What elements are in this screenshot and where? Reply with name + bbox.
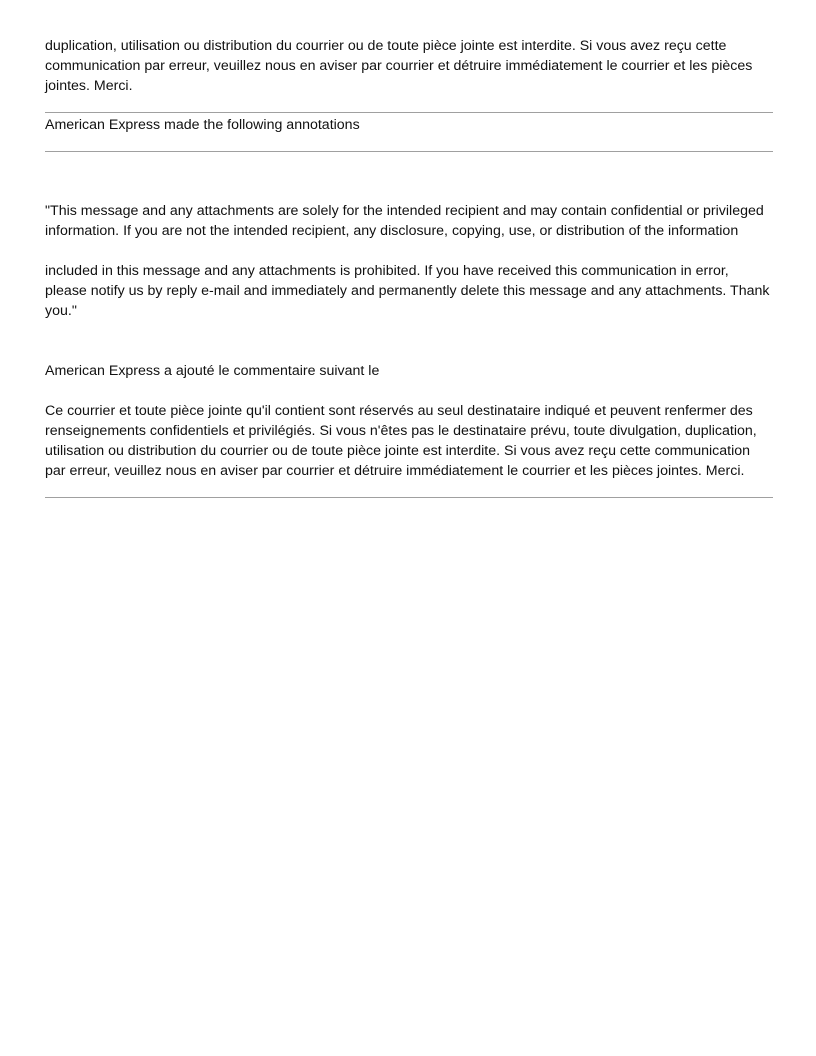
english-disclaimer-part-2: included in this message and any attachments is prohibited. If you have received this communication in error, please notify us by reply e-mail and immediately and permanently delete this message and any attachments. Thank you." [45, 263, 770, 319]
french-disclaimer-fragment: duplication, utilisation ou distribution du courrier ou de toute pièce jointe est interdite. Si vous avez reçu cette communication par erreur, veuillez nous en aviser par courrier et détruire immédiatement le courrier et les pièces jointes. Merci. [45, 38, 753, 94]
document-page [45, 36, 773, 498]
french-disclaimer: Ce courrier et toute pièce jointe qu'il contient sont réservés au seul destinataire indiqué et peuvent renfermer des renseignements confidentiels et privilégiés. Si vous n'êtes pas le destinataire prévu, toute divulgation, duplication, utilisation ou distribution du courrier ou de toute pièce jointe est interdite. Si vous avez reçu cette communication par erreur, veuillez nous en aviser par courrier et détruire immédiatement le courrier et les pièces jointes. Merci. [45, 403, 757, 479]
annotations-heading-french: American Express a ajouté le commentaire suivant le [45, 363, 380, 379]
english-disclaimer-part-1: "This message and any attachments are solely for the intended recipient and may contain confidential or privileged information. If you are not the intended recipient, any disclosure, copying, use, or distribution of the information [45, 203, 764, 239]
divider-line [45, 497, 773, 498]
annotations-heading-english: American Express made the following annotations [45, 117, 360, 133]
